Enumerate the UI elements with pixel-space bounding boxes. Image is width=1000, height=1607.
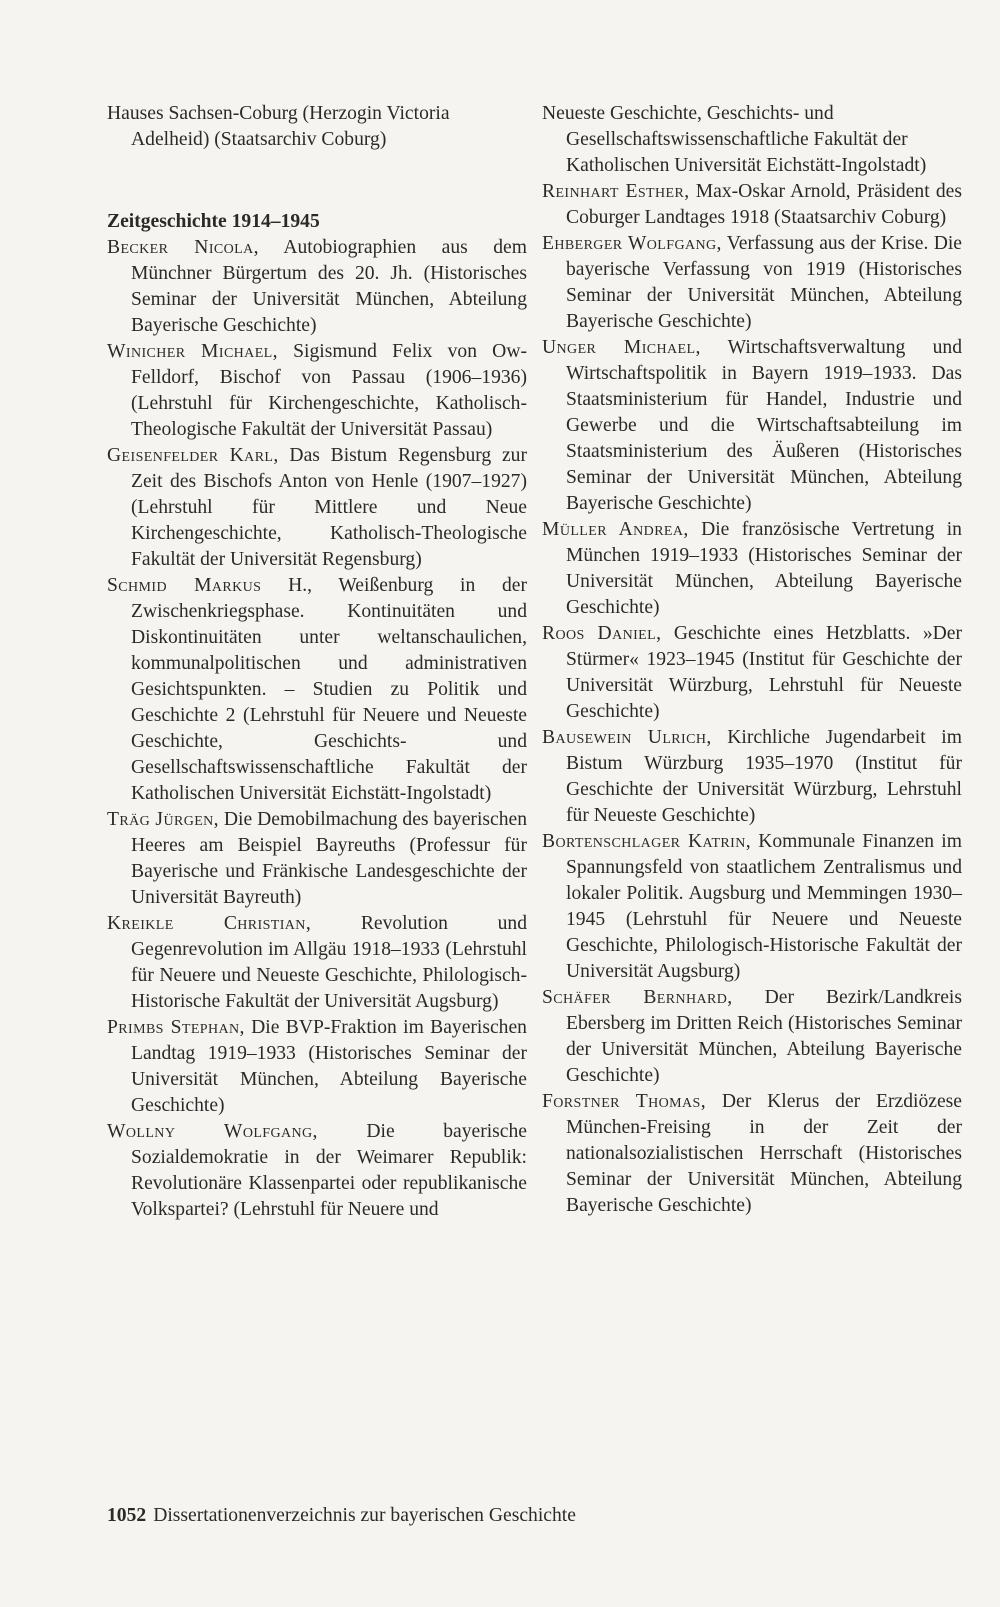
- entry-author: Müller Andrea,: [542, 519, 689, 540]
- bibliography-entry: [107, 339, 527, 443]
- entry-author: Reinhart Esther,: [542, 181, 690, 202]
- entry-author: Forstner Thomas,: [542, 1091, 707, 1112]
- bibliography-entry: [542, 335, 962, 517]
- entry-title: Die BVP-Fraktion im Bayerischen Landtag 1919–1933 (Historisches Seminar der Universität München, Abteilung Bayerische Geschichte): [131, 1017, 527, 1116]
- right-column: [542, 101, 962, 1219]
- bibliography-entry: [107, 443, 527, 573]
- entry-author: Schmid Markus: [107, 575, 262, 596]
- entry-author: Bortenschlager Katrin,: [542, 831, 752, 852]
- entry-title: H., Weißenburg in der Zwischenkriegsphase. Kontinuitäten und Diskontinuitäten unter weltanschaulichen, kommunalpolitischen und administrativen Gesichtspunkten. – Studien zu Politik und Geschichte 2 (Lehrstuhl für Neuere und Neueste Geschichte, Geschichts- und Gesellschaftswissenschaftliche Fakultät der Katholischen Universität Eichstätt-Ingolstadt): [131, 575, 527, 804]
- entry-author: Träg Jürgen,: [107, 809, 219, 830]
- right-entry-list: [542, 179, 962, 1219]
- entry-title: Revolution und Gegenrevolution im Allgäu 1918–1933 (Lehrstuhl für Neuere und Neueste Geschichte, Philologisch-Historische Fakultät der Universität Augsburg): [131, 913, 528, 1012]
- entry-author: Becker Nicola,: [107, 237, 259, 258]
- bibliography-entry: [107, 807, 527, 911]
- entry-author: Roos Daniel,: [542, 623, 662, 644]
- bibliography-entry: [107, 573, 527, 807]
- entry-author: Kreikle Christian,: [107, 913, 312, 934]
- entry-title: Verfassung aus der Krise. Die bayerische Verfassung von 1919 (Historisches Seminar der Universität München, Abteilung Bayerische Geschichte): [566, 233, 962, 332]
- entry-author: Unger Michael,: [542, 337, 701, 358]
- entry-title: Kommunale Finanzen im Spannungsfeld von staatlichem Zentralismus und lokaler Politik. Augsburg und Memmingen 1930–1945 (Lehrstuhl für Neuere und Neueste Geschichte, Philologisch-Historische Fakultät der Universität Augsburg): [566, 831, 962, 982]
- bibliography-entry: [542, 985, 962, 1089]
- entry-author: Wollny Wolfgang,: [107, 1121, 318, 1142]
- bibliography-entry: [542, 179, 962, 231]
- entry-title: Kirchliche Jugendarbeit im Bistum Würzburg 1935–1970 (Institut für Geschichte der Universität Würzburg, Lehrstuhl für Neueste Geschichte): [566, 727, 962, 826]
- entry-author: Geisenfelder Karl,: [107, 445, 279, 466]
- entry-title: Sigismund Felix von Ow-Felldorf, Bischof von Passau (1906–1936) (Lehrstuhl für Kirchengeschichte, Katholisch-Theologische Fakultät der Universität Passau): [131, 341, 528, 440]
- entry-title: Das Bistum Regensburg zur Zeit des Bischofs Anton von Henle (1907–1927) (Lehrstuhl für Mittlere und Neue Kirchengeschichte, Katholisch-Theologische Fakultät der Universität Regensburg): [131, 445, 527, 570]
- continuation-text-right: Neueste Geschichte, Geschichts- und Gesellschaftswissenschaftliche Fakultät der Katholischen Universität Eichstätt-Ingolstadt): [542, 103, 927, 176]
- entry-author: Winicher Michael,: [107, 341, 278, 362]
- bibliography-entry: [107, 235, 527, 339]
- continuation-text-left: Hauses Sachsen-Coburg (Herzogin Victoria Adelheid) (Staatsarchiv Coburg): [107, 103, 450, 150]
- entry-title: Der Klerus der Erzdiözese München-Freising in der Zeit der nationalsozialistischen Herrschaft (Historisches Seminar der Universität München, Abteilung Bayerische Geschichte): [566, 1091, 962, 1216]
- entry-title: Wirtschaftsverwaltung und Wirtschaftspolitik in Bayern 1919–1933. Das Staatsministerium für Handel, Industrie und Gewerbe und die Wirtschaftsabteilung im Staatsministerium des Äußeren (Historisches Seminar der Universität München, Abteilung Bayerische Geschichte): [566, 337, 962, 514]
- entry-title: Max-Oskar Arnold, Präsident des Coburger Landtages 1918 (Staatsarchiv Coburg): [566, 181, 963, 228]
- entry-title: Die Demobilmachung des bayerischen Heeres am Beispiel Bayreuths (Professur für Bayerische und Fränkische Landesgeschichte der Universität Bayreuth): [131, 809, 527, 908]
- page-footer: [107, 1503, 576, 1529]
- entry-author: Schäfer Bernhard,: [542, 987, 733, 1008]
- bibliography-entry: [542, 1089, 962, 1219]
- entry-title: Die französische Vertretung in München 1919–1933 (Historisches Seminar der Universität München, Abteilung Bayerische Geschichte): [566, 519, 962, 618]
- entry-title: Die bayerische Sozialdemokratie in der Weimarer Republik: Revolutionäre Klassenpartei oder republikanische Volkspartei? (Lehrstuhl für Neuere und: [131, 1121, 527, 1220]
- entry-title: Der Bezirk/Landkreis Ebersberg im Dritten Reich (Historisches Seminar der Universität München, Abteilung Bayerische Geschichte): [566, 987, 962, 1086]
- section-heading: Zeitgeschichte 1914–1945: [107, 211, 320, 232]
- entry-title: Geschichte eines Hetzblatts. »Der Stürmer« 1923–1945 (Institut für Geschichte der Universität Würzburg, Lehrstuhl für Neueste Geschichte): [566, 623, 962, 722]
- entry-author: Bausewein Ulrich,: [542, 727, 712, 748]
- left-entry-list: [107, 235, 527, 1223]
- bibliography-entry: [542, 829, 962, 985]
- bibliography-entry: [542, 231, 962, 335]
- running-title: Dissertationenverzeichnis zur bayerischen Geschichte: [153, 1505, 576, 1526]
- left-column: [107, 101, 527, 1223]
- bibliography-entry: [107, 911, 527, 1015]
- page-number: 1052: [107, 1505, 147, 1526]
- entry-title: Autobiographien aus dem Münchner Bürgertum des 20. Jh. (Historisches Seminar der Universität München, Abteilung Bayerische Geschichte): [131, 237, 527, 336]
- entry-author: Primbs Stephan,: [107, 1017, 245, 1038]
- bibliography-entry: [107, 1015, 527, 1119]
- bibliography-entry: [542, 621, 962, 725]
- bibliography-entry: [542, 725, 962, 829]
- bibliography-entry: [542, 517, 962, 621]
- entry-author: Ehberger Wolfgang,: [542, 233, 722, 254]
- bibliography-entry: [107, 1119, 527, 1223]
